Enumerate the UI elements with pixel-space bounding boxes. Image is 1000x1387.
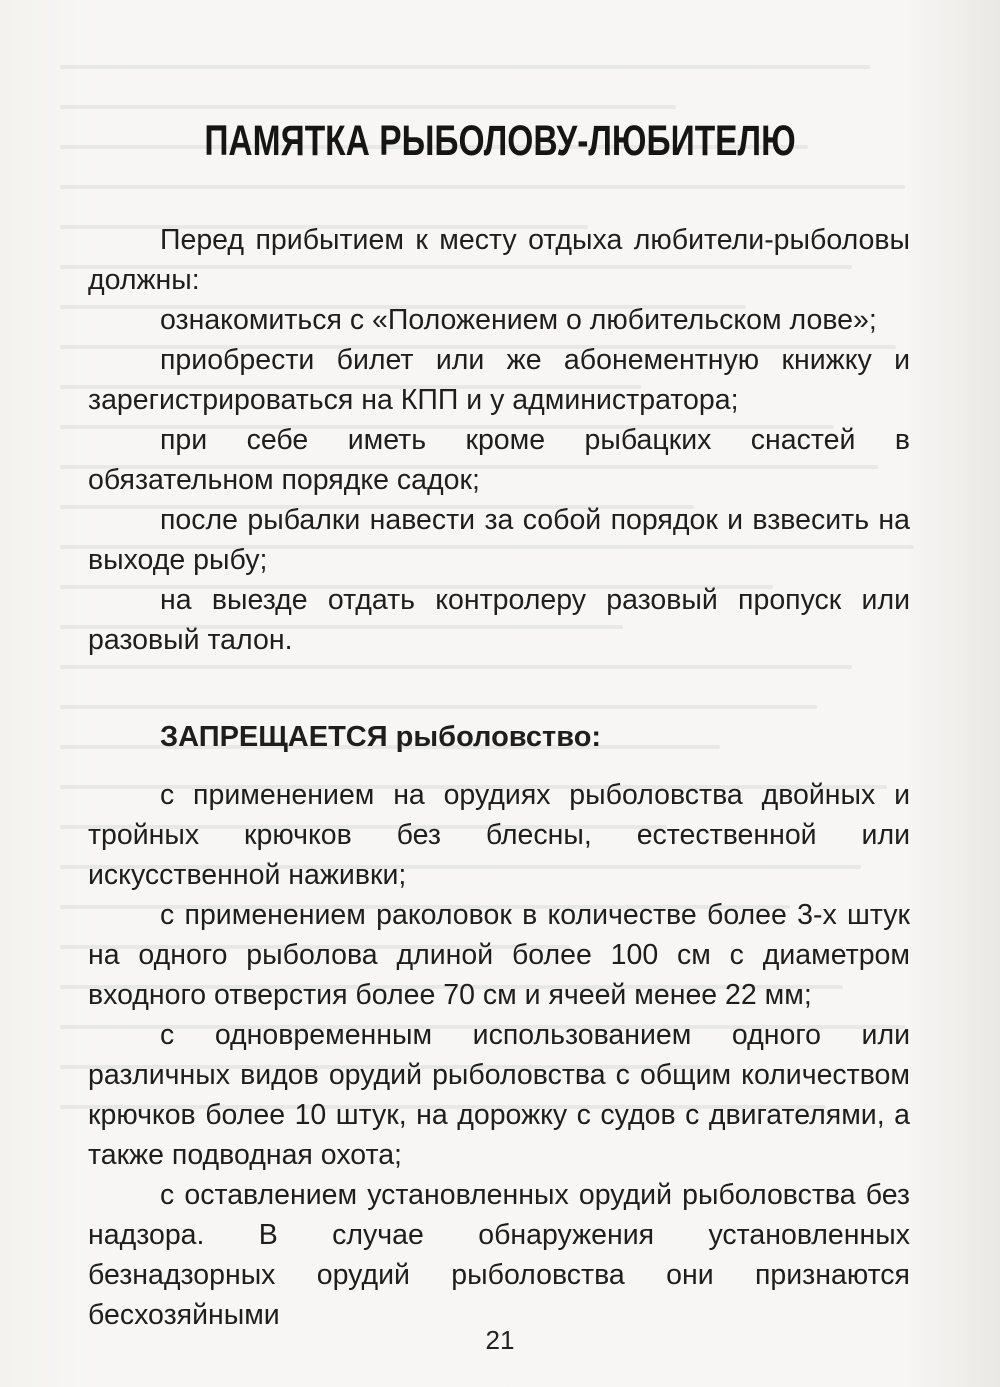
prohibition-paragraph: с одновременным использованием одного или различных видов орудий рыболовства с общим количеством крючков более 10 штук, на дорожку с судов с двигателями, а также подводная охота; (88, 1019, 910, 1171)
intro-paragraph: приобрести билет или же абонементную книжку и зарегистрироваться на КПП и у администратора; (88, 344, 910, 416)
prohibition-paragraph: с оставлением установленных орудий рыболовства без надзора. В случае обнаружения установленных безнадзорных орудий рыболовства они признаются бесхозяйными (88, 1179, 910, 1331)
intro-paragraph: при себе иметь кроме рыбацких снастей в обязательном порядке садок; (88, 424, 910, 496)
intro-paragraph: на выезде отдать контролеру разовый пропуск или разовый талон. (88, 584, 910, 656)
page-number: 21 (485, 1325, 515, 1355)
prohibition-heading (88, 717, 910, 757)
prohibition-paragraph: с применением раколовок в количестве более 3-х штук на одного рыболова длиной более 100 см с диаметром входного отверстия более 70 см и ячеей менее 22 мм; (88, 899, 910, 1011)
document-body (88, 220, 910, 1335)
intro-paragraph: ознакомиться с «Положением о любительском лове»; (160, 304, 877, 336)
intro-paragraph: после рыбалки навести за собой порядок и взвесить на выходе рыбу; (88, 504, 910, 576)
page-title: ПАМЯТКА РЫБОЛОВУ-ЛЮБИТЕЛЮ (204, 116, 796, 165)
prohibition-heading-caps: ЗАПРЕЩАЕТСЯ (160, 721, 388, 753)
intro-paragraph: Перед прибытием к месту отдыха любители-рыболовы должны: (88, 224, 910, 296)
prohibition-heading-rest: рыболовство: (395, 721, 602, 753)
prohibition-paragraph: с применением на орудиях рыболовства двойных и тройных крючков без блесны, естественной или искусственной наживки; (88, 779, 910, 891)
